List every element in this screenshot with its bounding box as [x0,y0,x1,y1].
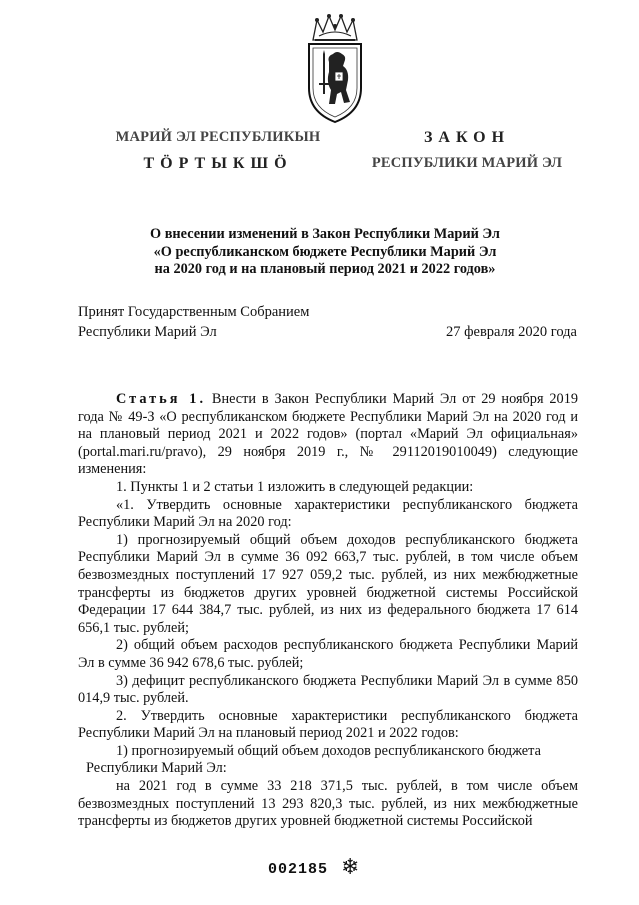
header-right [352,128,582,172]
title-line2: «О республиканском бюджете Республики Марий Эл [153,243,497,260]
paragraph-9: на 2021 год в сумме 33 218 371,5 тыс. рублей, в том числе объем безвозмездных поступлений 13 293 820,3 тыс. рублей, из них межбюджетные трансферты из бюджетов других уровней бюджетной системы Российской [78,778,578,830]
article-paragraph [78,391,578,479]
paragraph-6: 2. Утвердить основные характеристики республиканского бюджета Республики Марий Эл на плановый период 2021 и 2022 годов: [78,707,578,742]
document-serial-number: 002185 [268,861,329,878]
paragraph-3: 1) прогнозируемый общий объем доходов республиканского бюджета Республики Марий Эл в сумме 36 092 663,7 тыс. рублей, в том числе объем безвозмездных поступлений 17 927 059,2 тыс. рублей, из них межбюджетные трансферты из бюджетов других уровней бюджетной системы Российской Федерации 17 644 384,7 тыс. рублей, из них из федерального бюджета 17 614 656,1 тыс. рублей; [78,531,578,636]
title-line1: О внесении изменений в Закон Республики Марий Эл [150,226,500,242]
header-left [98,128,338,174]
paragraph-7: 1) прогнозируемый общий объем доходов республиканского бюджета [116,742,541,759]
snowflake-mark-icon: ❄ [341,855,360,880]
paragraph-1: 1. Пункты 1 и 2 статьи 1 изложить в следующей редакции: [116,478,474,495]
header-left-line2: ТӦРТЫКШӦ [143,155,293,172]
title-line3: на 2020 год и на плановый период 2021 и 2022 годов» [154,261,496,277]
coat-of-arms-emblem [299,10,371,126]
adopted-line1: Принят Государственным Собранием [78,304,310,320]
paragraph-2: «1. Утвердить основные характеристики республиканского бюджета Республики Марий Эл на 2020 год: [78,496,578,531]
header-right-line2: РЕСПУБЛИКИ МАРИЙ ЭЛ [371,155,563,171]
document-body [78,391,578,831]
header-left-line1: МАРИЙ ЭЛ РЕСПУБЛИКЫН [115,129,321,145]
coat-of-arms-icon [299,10,371,126]
paragraph-4: 2) общий объем расходов республиканского бюджета Республики Марий Эл в сумме 36 942 678,6 тыс. рублей; [78,637,578,671]
article-label: Статья 1. [116,391,207,407]
paragraph-5: 3) дефицит республиканского бюджета Республики Марий Эл в сумме 850 014,9 тыс. рублей. [78,672,578,707]
article-text: Внести в Закон Республики Марий Эл от 29 ноября 2019 года № 49-З «О республиканском бюджете Республики Марий Эл на 2020 год и на плановый период 2021 и 2022 годов» (портал «Марий Эл официальная» (portal.mari.ru/pravo), 29 ноября 2019 г., № 29112019010049) следующие изменения: [78,391,578,478]
header-right-line1: ЗАКОН [423,129,511,146]
adoption-date: 27 февраля 2020 года [445,324,577,340]
adopted-line2: Республики Марий Эл [78,324,217,340]
paragraph-8: Республики Марий Эл: [86,760,227,777]
document-title [80,226,570,279]
